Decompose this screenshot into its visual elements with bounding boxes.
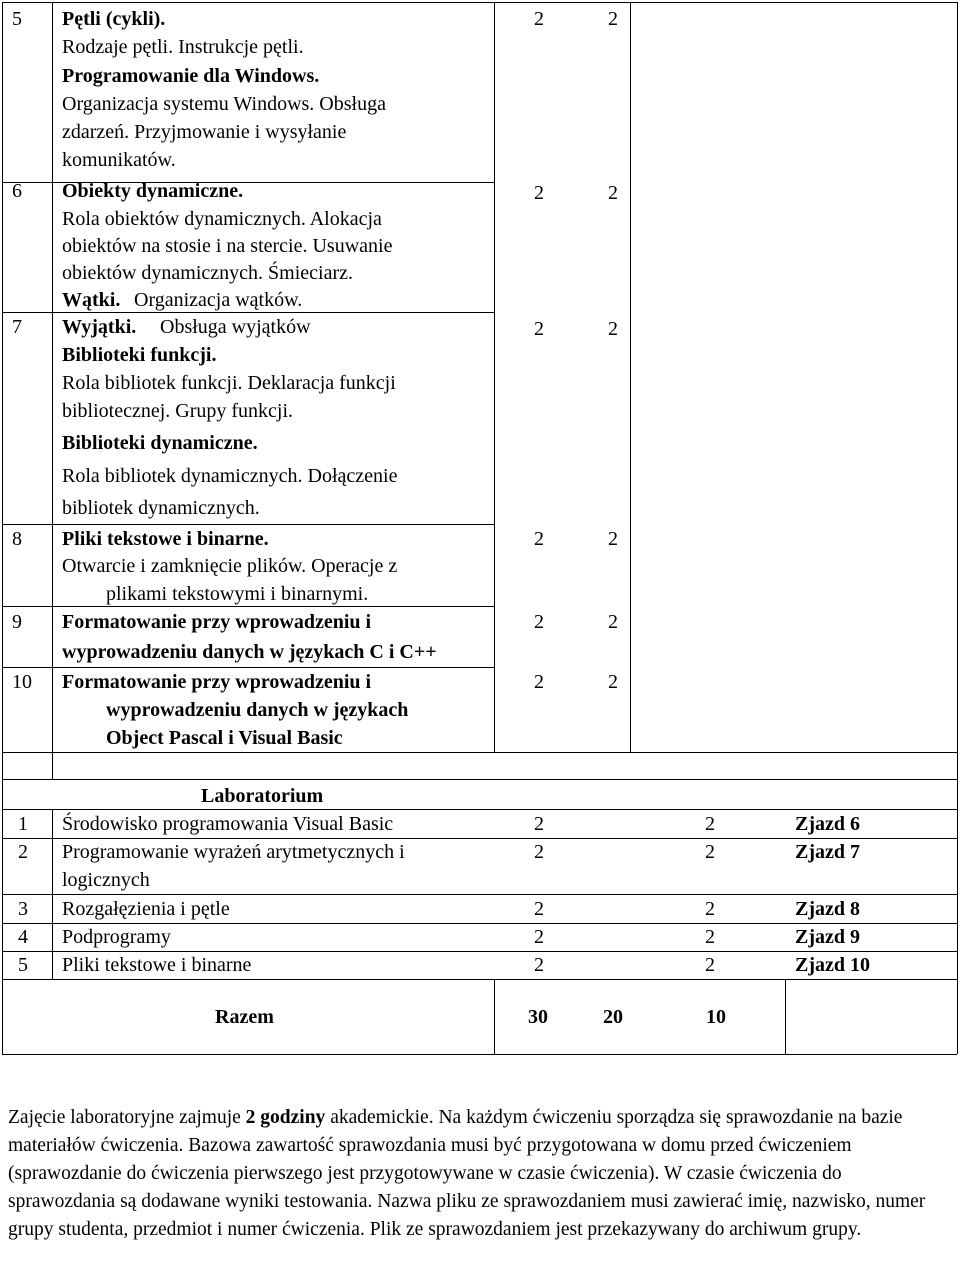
lab-note-paragraph: [8, 1104, 953, 1244]
lecture-5-hours-2: 2: [608, 8, 618, 30]
lecture-6-line: obiektów dynamicznych. Śmieciarz.: [62, 262, 354, 284]
lecture-6-hours-1: 2: [534, 182, 544, 204]
lecture-5-line: Programowanie dla Windows.: [62, 65, 320, 87]
lecture-5-line: Rodzaje pętli. Instrukcje pętli.: [62, 36, 304, 58]
lecture-7-line: Biblioteki dynamiczne.: [62, 432, 258, 454]
lab-row-hours-1: 2: [534, 841, 544, 863]
lecture-6-number: 6: [12, 180, 22, 202]
lab-row-number: 1: [18, 813, 28, 835]
lecture-7-line: Rola bibliotek funkcji. Deklaracja funkcji: [62, 372, 396, 394]
lecture-8-line: Pliki tekstowe i binarne.: [62, 528, 269, 550]
lab-row-hours-2: 2: [705, 898, 715, 920]
lecture-7-line: Rola bibliotek dynamicznych. Dołączenie: [62, 465, 398, 487]
lecture-5-line: komunikatów.: [62, 149, 176, 171]
lab-row-number: 3: [18, 898, 28, 920]
lecture-7-line: bibliotecznej. Grupy funkcji.: [62, 400, 294, 422]
lecture-8-hours-2: 2: [608, 528, 618, 550]
lecture-6-line: Rola obiektów dynamicznych. Alokacja: [62, 208, 382, 230]
lecture-8-line: Otwarcie i zamknięcie plików. Operacje z: [62, 555, 398, 577]
lab-row-session: Zjazd 9: [795, 926, 860, 948]
lecture-9-hours-2: 2: [608, 611, 618, 633]
lecture-7-hours-1: 2: [534, 318, 544, 340]
lecture-7-line: Biblioteki funkcji.: [62, 344, 217, 366]
lab-row-hours-2: 2: [705, 954, 715, 976]
lecture-7-hours-2: 2: [608, 318, 618, 340]
lab-row-session: Zjazd 7: [795, 841, 860, 863]
lecture-9-number: 9: [12, 611, 22, 633]
lecture-5-line: Organizacja systemu Windows. Obsługa: [62, 93, 386, 115]
lecture-7-line: Obsługa wyjątków: [160, 316, 311, 338]
lecture-8-number: 8: [12, 528, 22, 550]
lecture-7-number: 7: [12, 316, 22, 338]
note-text-bold: 2 godziny: [245, 1107, 326, 1128]
lab-row-hours-2: 2: [705, 841, 715, 863]
lecture-8-hours-1: 2: [534, 528, 544, 550]
lecture-8-line: plikami tekstowymi i binarnymi.: [106, 583, 369, 605]
lab-row-session: Zjazd 8: [795, 898, 860, 920]
lab-row-session: Zjazd 10: [795, 954, 870, 976]
lecture-9-line: wyprowadzeniu danych w językach C i C++: [62, 641, 437, 663]
lecture-10-number: 10: [12, 671, 32, 693]
lecture-7-line: Wyjątki.: [62, 316, 137, 338]
lab-row-hours-2: 2: [705, 926, 715, 948]
total-lab: 20: [603, 1006, 623, 1028]
lecture-6-hours-2: 2: [608, 182, 618, 204]
total-third: 10: [706, 1006, 726, 1028]
lab-row-number: 2: [18, 841, 28, 863]
lecture-10-line: Formatowanie przy wprowadzeniu i: [62, 671, 372, 693]
lecture-9-hours-1: 2: [534, 611, 544, 633]
lecture-6-line: obiektów na stosie i na stercie. Usuwanie: [62, 235, 393, 257]
lab-row-topic: Środowisko programowania Visual Basic: [62, 813, 394, 835]
lab-heading: Laboratorium: [201, 785, 324, 807]
lab-row-topic: Programowanie wyrażeń arytmetycznych i: [62, 841, 405, 863]
lecture-9-line: Formatowanie przy wprowadzeniu i: [62, 611, 372, 633]
lecture-10-hours-1: 2: [534, 671, 544, 693]
total-label: Razem: [215, 1006, 274, 1028]
lab-row-topic-continued: logicznych: [62, 869, 150, 891]
note-text-start: Zajęcie laboratoryjne zajmuje: [8, 1107, 246, 1128]
lecture-5-line: Pętli (cykli).: [62, 8, 166, 30]
lecture-10-line: Object Pascal i Visual Basic: [106, 727, 343, 749]
lab-row-topic: Podprogramy: [62, 926, 171, 948]
lecture-5-hours-1: 2: [534, 8, 544, 30]
lecture-5-line: zdarzeń. Przyjmowanie i wysyłanie: [62, 121, 347, 143]
lab-row-hours-1: 2: [534, 954, 544, 976]
lecture-10-hours-2: 2: [608, 671, 618, 693]
lecture-7-line: bibliotek dynamicznych.: [62, 497, 260, 519]
lab-row-session: Zjazd 6: [795, 813, 860, 835]
lecture-10-line: wyprowadzeniu danych w językach: [106, 699, 409, 721]
lecture-5-number: 5: [12, 8, 22, 30]
total-lectures: 30: [528, 1006, 548, 1028]
lecture-6-line: Obiekty dynamiczne.: [62, 180, 244, 202]
note-text-rest: akademickie. Na każdym ćwiczeniu sporządza się sprawozdanie na bazie materiałów ćwiczenia. Bazowa zawartość sprawozdania musi być przygotowana w domu przed ćwiczeniem (sprawozdanie do ćwiczenia pierwszego jest przygotowywane w czasie ćwiczenia). W czasie ćwiczenia do sprawozdania są dodawane wyniki testowania. Nazwa pliku ze sprawozdaniem musi zawierać imię, nazwisko, numer grupy studenta, przedmiot i numer ćwiczenia. Plik ze sprawozdaniem jest przekazywany do archiwum grupy.: [8, 1107, 926, 1240]
lab-row-hours-1: 2: [534, 926, 544, 948]
lab-row-topic: Pliki tekstowe i binarne: [62, 954, 252, 976]
lecture-6-line: Organizacja wątków.: [134, 289, 303, 311]
lab-row-hours-1: 2: [534, 813, 544, 835]
lecture-6-line: Wątki.: [62, 289, 121, 311]
lab-row-hours-2: 2: [705, 813, 715, 835]
lab-row-number: 5: [18, 954, 28, 976]
lab-row-hours-1: 2: [534, 898, 544, 920]
lab-row-topic: Rozgałęzienia i pętle: [62, 898, 230, 920]
lab-row-number: 4: [18, 926, 28, 948]
